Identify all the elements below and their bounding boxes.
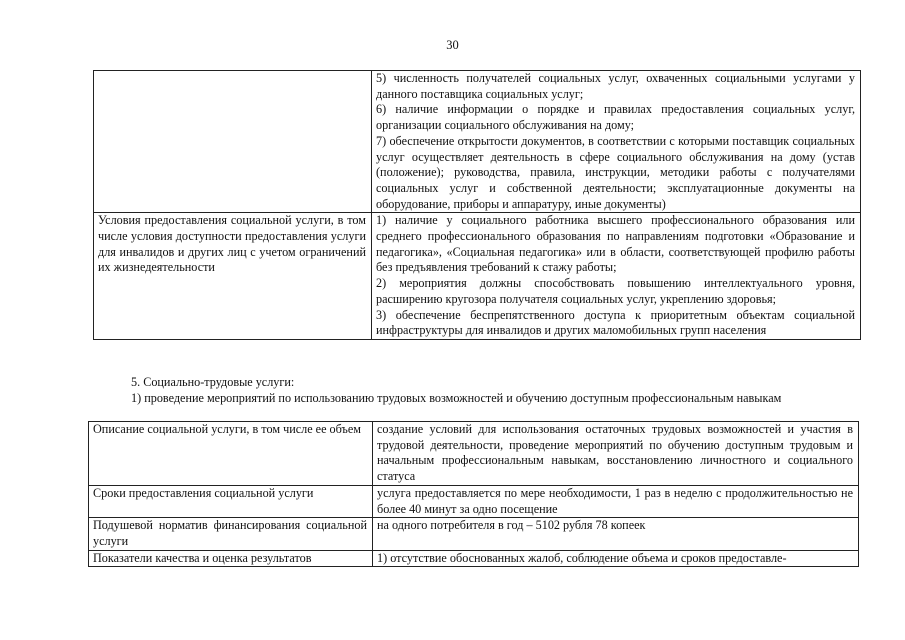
- table-cell-label: [94, 71, 372, 213]
- table-cell-value: [372, 71, 861, 213]
- section-subheading: 1) проведение мероприятий по использованию трудовых возможностей и обучению доступным профессиональным навыкам: [131, 391, 782, 405]
- quality-indicator-7: 7) обеспечение открытости документов, в соответствии с которыми поставщик социальных услуг осуществляет деятельность в сфере социального обслуживания на дому (устав (положение); руководства, правила, инструкции, методики работы с получателями социальных услуг и собственной деятельности; эксплуатационные документы на оборудование, приборы и аппаратуру, иные документы): [376, 133, 855, 211]
- table-cell-label: Сроки предоставления социальной услуги: [89, 485, 373, 517]
- condition-2: 2) мероприятия должны способствовать повышению интеллектуального уровня, расширению кругозора получателя социальных услуг, укреплению здоровья;: [376, 276, 855, 306]
- social-labor-services-table: [88, 421, 859, 567]
- table-row: [89, 550, 859, 567]
- section-heading: 5. Социально-трудовые услуги:: [131, 375, 295, 389]
- table-row: [89, 485, 859, 517]
- table-cell-label: Описание социальной услуги, в том числе ее объем: [89, 422, 373, 486]
- condition-3: 3) обеспечение беспрепятственного доступа к приоритетным объектам социальной инфраструктуры для инвалидов и других маломобильных групп населения: [376, 307, 855, 338]
- services-table-continued: [93, 70, 861, 340]
- table-cell-label: Подушевой норматив финансирования социальной услуги: [89, 518, 373, 550]
- quality-indicator-5: 5) численность получателей социальных услуг, охваченных социальными услугами у данного поставщика социальных услуг;: [376, 71, 855, 101]
- table-cell-value: 1) отсутствие обоснованных жалоб, соблюдение объема и сроков предоставле-: [373, 550, 859, 567]
- table-row: [89, 422, 859, 486]
- table-row: [94, 71, 861, 213]
- table-cell-label: Показатели качества и оценка результатов: [89, 550, 373, 567]
- table-cell-value: [372, 213, 861, 340]
- table-cell-value: создание условий для использования остаточных трудовых возможностей и участия в трудовой деятельности, проведение мероприятий по обучению доступным трудовым и начальным профессиональным навыкам, восстановлению личностного и социального статуса: [373, 422, 859, 486]
- table-row: [94, 213, 861, 340]
- table-row: [89, 518, 859, 550]
- quality-indicator-6: 6) наличие информации о порядке и правилах предоставления социальных услуг, организации социального обслуживания на дому;: [376, 102, 855, 133]
- table-cell-value: на одного потребителя в год – 5102 рубля 78 копеек: [373, 518, 859, 550]
- page-number: 30: [446, 38, 459, 52]
- table-cell-label: Условия предоставления социальной услуги, в том числе условия доступности предоставления услуги для инвалидов и других лиц с учетом ограничений их жизнедеятельности: [94, 213, 372, 340]
- condition-1: 1) наличие у социального работника высшего профессионального образования или среднего профессионального образования по направлениям подготовки «Образование и педагогика», «Социальная педагогика» или в области, соответствующей профилю работы без предъявления требований к стажу работы;: [376, 213, 855, 275]
- table-cell-value: услуга предоставляется по мере необходимости, 1 раз в неделю с продолжительностью не более 40 минут за одно посещение: [373, 485, 859, 517]
